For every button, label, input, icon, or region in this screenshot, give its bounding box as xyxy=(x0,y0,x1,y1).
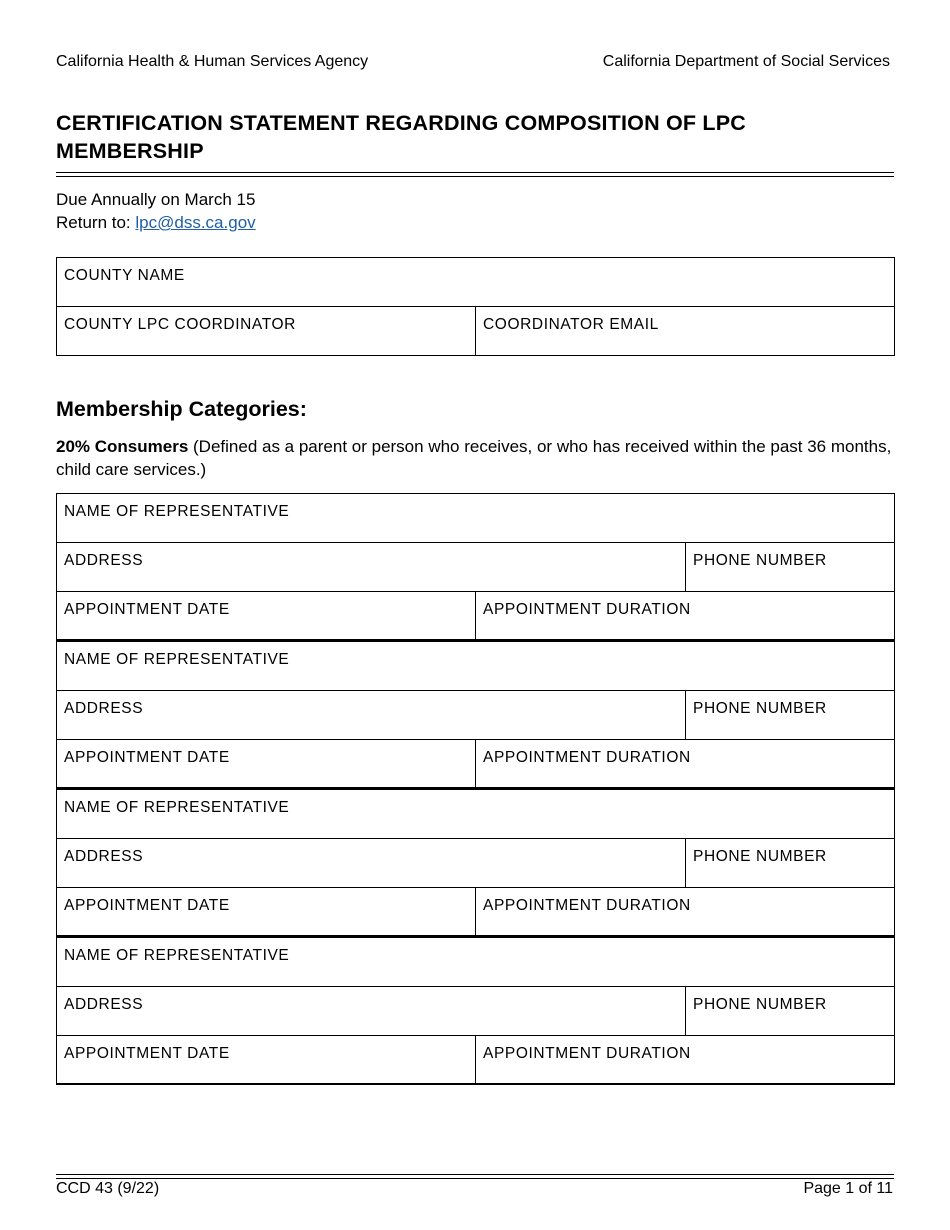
representative-name-field[interactable] xyxy=(56,937,895,987)
form-id: CCD 43 (9/22) xyxy=(56,1180,160,1197)
appointment-date-label: APPOINTMENT DATE xyxy=(64,897,230,914)
address-field[interactable] xyxy=(56,838,686,888)
representative-name-label: NAME OF REPRESENTATIVE xyxy=(64,799,290,816)
appointment-duration-label: APPOINTMENT DURATION xyxy=(483,1045,691,1062)
membership-heading: Membership Categories: xyxy=(56,397,307,421)
county-coordinator-label: COUNTY LPC COORDINATOR xyxy=(64,316,296,333)
representative-name-label: NAME OF REPRESENTATIVE xyxy=(64,651,290,668)
phone-number-label: PHONE NUMBER xyxy=(693,848,827,865)
representative-name-field[interactable] xyxy=(56,493,895,543)
return-to-line xyxy=(56,211,256,234)
address-field[interactable] xyxy=(56,690,686,740)
category-name: 20% Consumers xyxy=(56,437,189,456)
appointment-duration-field[interactable] xyxy=(475,591,895,641)
due-info xyxy=(56,188,256,234)
page-number: Page 1 of 11 xyxy=(803,1180,893,1197)
category-description xyxy=(56,435,894,481)
representative-name-label: NAME OF REPRESENTATIVE xyxy=(64,503,290,520)
footer-divider xyxy=(56,1174,894,1179)
county-coordinator-field[interactable] xyxy=(56,306,476,356)
county-name-label: COUNTY NAME xyxy=(64,267,185,284)
appointment-date-field[interactable] xyxy=(56,887,476,937)
phone-number-field[interactable] xyxy=(685,838,895,888)
address-label: ADDRESS xyxy=(64,552,144,569)
phone-number-label: PHONE NUMBER xyxy=(693,996,827,1013)
address-field[interactable] xyxy=(56,986,686,1036)
address-label: ADDRESS xyxy=(64,848,144,865)
phone-number-field[interactable] xyxy=(685,986,895,1036)
appointment-duration-label: APPOINTMENT DURATION xyxy=(483,601,691,618)
address-label: ADDRESS xyxy=(64,996,144,1013)
agency-name: California Health & Human Services Agency xyxy=(56,53,369,70)
return-email-link[interactable]: lpc@dss.ca.gov xyxy=(135,213,256,232)
appointment-duration-field[interactable] xyxy=(475,1035,895,1085)
phone-number-label: PHONE NUMBER xyxy=(693,552,827,569)
coordinator-email-field[interactable] xyxy=(475,306,895,356)
coordinator-email-label: COORDINATOR EMAIL xyxy=(483,316,659,333)
address-label: ADDRESS xyxy=(64,700,144,717)
title-divider xyxy=(56,172,894,177)
page-title: CERTIFICATION STATEMENT REGARDING COMPOSITION OF LPC MEMBERSHIP xyxy=(56,111,747,163)
return-to-label: Return to: xyxy=(56,213,131,232)
category-definition: (Defined as a parent or person who receives, or who has received within the past 36 months, child care services.) xyxy=(56,437,892,479)
address-field[interactable] xyxy=(56,542,686,592)
representative-name-field[interactable] xyxy=(56,789,895,839)
appointment-date-label: APPOINTMENT DATE xyxy=(64,749,230,766)
phone-number-label: PHONE NUMBER xyxy=(693,700,827,717)
phone-number-field[interactable] xyxy=(685,690,895,740)
appointment-duration-field[interactable] xyxy=(475,739,895,789)
appointment-date-label: APPOINTMENT DATE xyxy=(64,1045,230,1062)
county-name-field[interactable] xyxy=(56,257,895,307)
appointment-date-field[interactable] xyxy=(56,591,476,641)
due-date-text: Due Annually on March 15 xyxy=(56,190,256,209)
phone-number-field[interactable] xyxy=(685,542,895,592)
appointment-duration-label: APPOINTMENT DURATION xyxy=(483,897,691,914)
department-name: California Department of Social Services xyxy=(602,53,890,70)
appointment-duration-label: APPOINTMENT DURATION xyxy=(483,749,691,766)
appointment-date-field[interactable] xyxy=(56,739,476,789)
representative-name-label: NAME OF REPRESENTATIVE xyxy=(64,947,290,964)
appointment-date-label: APPOINTMENT DATE xyxy=(64,601,230,618)
representative-name-field[interactable] xyxy=(56,641,895,691)
appointment-duration-field[interactable] xyxy=(475,887,895,937)
appointment-date-field[interactable] xyxy=(56,1035,476,1085)
